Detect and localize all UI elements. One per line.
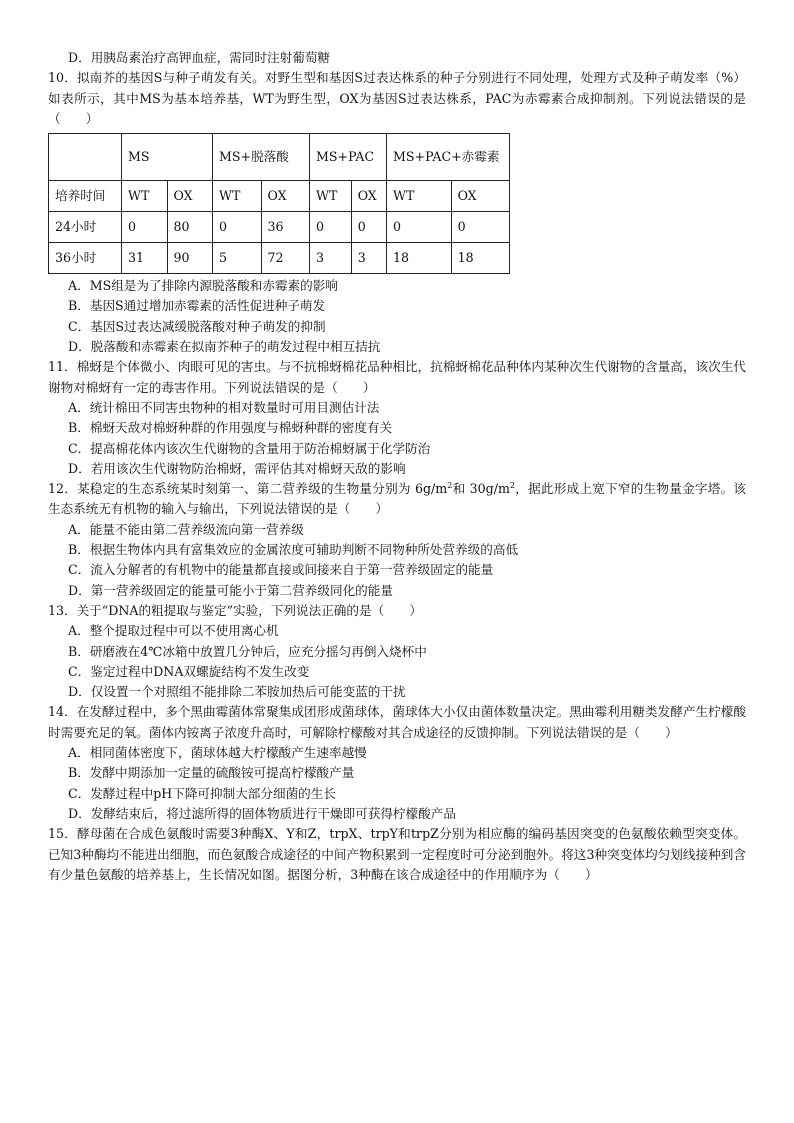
q10-option-b: B．基因S通过增加赤霉素的活性促进种子萌发 xyxy=(68,298,326,314)
table-cell: 5 xyxy=(213,243,262,274)
table-cell: 0 xyxy=(387,212,452,243)
q12-stem-part: 和 30g/m xyxy=(452,481,510,497)
q14-option-d: D．发酵结束后，将过滤所得的固体物质进行干燥即可获得柠檬酸产品 xyxy=(68,805,456,821)
table-cell: 24小时 xyxy=(49,212,122,243)
q11-option-a: A．统计棉田不同害虫物种的相对数量时可用目测估计法 xyxy=(68,399,380,415)
table-cell: OX xyxy=(451,181,509,212)
q13-stem: 13．关于“DNA的粗提取与鉴定”实验，下列说法正确的是（ ） xyxy=(48,602,422,618)
q14-option-a: A．相同菌体密度下，菌球体越大柠檬酸产生速率越慢 xyxy=(68,745,367,761)
q11-option-b: B．棉蚜天敌对棉蚜种群的作用强度与棉蚜种群的密度有关 xyxy=(68,420,393,436)
q9-option-d: D．用胰岛素治疗高钾血症，需同时注射葡萄糖 xyxy=(68,50,330,65)
table-cell: 18 xyxy=(451,243,509,274)
table-cell: WT xyxy=(387,181,452,212)
table-header-row-2 xyxy=(49,181,510,212)
q12-stem xyxy=(48,479,746,520)
q10-option-c: C．基因S过表达减缓脱落酸对种子萌发的抑制 xyxy=(68,318,326,334)
table-cell: 0 xyxy=(122,212,168,243)
q13-option-c: C．鉴定过程中DNA双螺旋结构不发生改变 xyxy=(68,663,310,679)
table-cell: 3 xyxy=(351,243,386,274)
q11-option-d: D．若用该次生代谢物防治棉蚜，需评估其对棉蚜天敌的影响 xyxy=(68,460,406,476)
table-cell: 31 xyxy=(122,243,168,274)
q11-stem: 11．棉蚜是个体微小、肉眼可见的害虫。与不抗棉蚜棉花品种相比，抗棉蚜棉花品种体内某种次生代谢物的含量高，该次生代谢物对棉蚜有一定的毒害作用。下列说法错误的是（ ） xyxy=(48,359,746,395)
q11-option-c: C．提高棉花体内该次生代谢物的含量用于防治棉蚜属于化学防治 xyxy=(68,440,431,456)
table-cell: 0 xyxy=(310,212,352,243)
table-cell: 80 xyxy=(167,212,213,243)
table-cell: 0 xyxy=(351,212,386,243)
superscript: 2 xyxy=(447,480,453,490)
table-row xyxy=(49,243,510,274)
table-cell: MS xyxy=(122,134,213,181)
q10-option-d: D．脱落酸和赤霉素在拟南芥种子的萌发过程中相互拮抗 xyxy=(68,339,381,355)
superscript: 2 xyxy=(509,480,516,490)
table-cell: 18 xyxy=(387,243,452,274)
q14-option-b: B．发酵中期添加一定量的硫酸铵可提高柠檬酸产量 xyxy=(68,765,355,781)
table-cell xyxy=(49,134,122,181)
table-cell: WT xyxy=(310,181,352,212)
q12-stem-part: 12．某稳定的生态系统某时刻第一、第二营养级的生物量分别为 6g/m xyxy=(48,481,448,497)
table-cell: 36 xyxy=(261,212,310,243)
table-cell: 3 xyxy=(310,243,352,274)
q13-option-a: A．整个提取过程中可以不使用离心机 xyxy=(68,623,279,639)
table-cell: MS+PAC+赤霉素 xyxy=(387,134,510,181)
table-cell: 90 xyxy=(167,243,213,274)
q13-option-b: B．研磨液在4℃冰箱中放置几分钟后，应充分摇匀再倒入烧杯中 xyxy=(68,643,427,659)
table-cell: 36小时 xyxy=(49,243,122,274)
q14-stem: 14．在发酵过程中，多个黑曲霉菌体常聚集成团形成菌球体，菌球体大小仅由菌体数量决定。黑曲霉利用糖类发酵产生柠檬酸时需要充足的氧。菌体内铵离子浓度升高时，可解除柠檬酸对其合成途径的反馈抑制。下列说法错误的是（ ） xyxy=(48,704,746,740)
q12-stem-part: ，据此形成上宽下窄的生物量金字塔。该生态系统无有机物的输入与输出，下列说法错误的是（ ） xyxy=(48,481,746,517)
q15-stem: 15．酵母菌在合成色氨酸时需要3种酶X、Y和Z，trpX、trpY和trpZ分别为相应酶的编码基因突变的色氨酸依赖型突变体。已知3种酶均不能进出细胞，而色氨酸合成途径的中间产物积累到一定程度时可分泌到胞外。将这3种突变体均匀划线接种到含有少量色氨酸的培养基上，生长情况如图。据图分析，3种酶在该合成途径中的作用顺序为（ ） xyxy=(48,826,746,882)
q10-germination-table xyxy=(48,133,510,274)
table-cell: 72 xyxy=(261,243,310,274)
table-row xyxy=(49,212,510,243)
table-cell: WT xyxy=(122,181,168,212)
q12-option-a: A．能量不能由第二营养级流向第一营养级 xyxy=(68,521,304,537)
q10-stem: 10．拟南芥的基因S与种子萌发有关。对野生型和基因S过表达株系的种子分别进行不同处理，处理方式及种子萌发率（%）如表所示，其中MS为基本培养基，WT为野生型，OX为基因S过表达株系，PAC为赤霉素合成抑制剂。下列说法错误的是（ ） xyxy=(48,70,746,126)
q12-option-c: C．流入分解者的有机物中的能量都直接或间接来自于第一营养级固定的能量 xyxy=(68,562,494,578)
q10-option-a: A．MS组是为了排除内源脱落酸和赤霉素的影响 xyxy=(68,278,338,294)
table-cell: MS+脱落酸 xyxy=(213,134,310,181)
table-cell: OX xyxy=(167,181,213,212)
table-cell: MS+PAC xyxy=(310,134,387,181)
table-cell: 0 xyxy=(451,212,509,243)
table-cell: OX xyxy=(261,181,310,212)
table-cell: 0 xyxy=(213,212,262,243)
table-header-row-1 xyxy=(49,134,510,181)
table-cell: OX xyxy=(351,181,386,212)
q14-option-c: C．发酵过程中pH下降可抑制大部分细菌的生长 xyxy=(68,785,336,801)
q12-option-d: D．第一营养级固定的能量可能小于第二营养级同化的能量 xyxy=(68,582,393,598)
q12-option-b: B．根据生物体内具有富集效应的金属浓度可辅助判断不同物种所处营养级的高低 xyxy=(68,542,519,558)
q13-option-d: D．仅设置一个对照组不能排除二苯胺加热后可能变蓝的干扰 xyxy=(68,684,406,700)
table-cell: WT xyxy=(213,181,262,212)
table-cell: 培养时间 xyxy=(49,181,122,212)
